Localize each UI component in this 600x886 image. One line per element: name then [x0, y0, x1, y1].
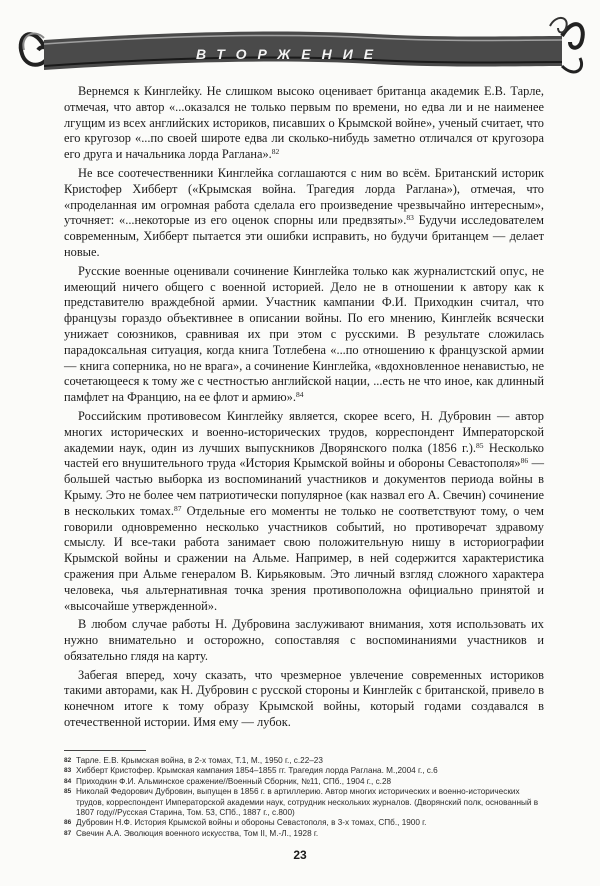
footnote-text: Свечин А.А. Эволюция военного искусства, Том II, М.-Л., 1928 г.: [76, 828, 319, 838]
footnote-text: Приходкин Ф.И. Альминское сражение//Военный Сборник, №11, СПб., 1904 г., с.28: [76, 776, 392, 786]
paragraph: [64, 409, 544, 614]
text-run: Забегая вперед, хочу сказать, что чрезмерное увлечение современных историков такими авторами, как Н. Дубровин с русской стороны и Кинглейк с британской, привело в конечном итоге к тому образу Крымской войны, который годами создавался в отечественной истории. Имя ему — лубок.: [64, 667, 544, 730]
paragraph: [64, 264, 544, 406]
footnote-marker: 83: [406, 213, 414, 223]
text-run: Русские военные оценивали сочинение Кинглейка только как журналистский опус, не имеющий ничего общего с военной историей. Дело не в отношении к автору как к представителю враждебной армии. Участник кампании Ф.И. Приходкин считал, что французы гораздо объективнее в описании войны. По его мнению, Кинглейк всячески унижает союзников, сравнивая их при этом с русскими. В результате сложилась парадоксальная ситуация, когда книга Тотлебена «...по отношению к французской армии — книга соперника, но не врага», а сочинение Кинглейка, «вдохновленное ненавистью, не сочетающееся к тому же с честностью английской нации, ...есть не что иное, как длинный памфлет на Францию, на ее флот и армию».: [64, 263, 544, 405]
footnote-text: Николай Федорович Дубровин, выпущен в 1856 г. в артиллерию. Автор многих исторических и военно-исторических трудов, корреспондент Императорской академии наук, сотрудник нескольких журналов. (Дворянский полк, основанный в 1807 году//Русская Старина, Том. 53, СПб., 1887 г., с.800): [76, 787, 539, 818]
footnote-text: Дубровин Н.Ф. История Крымской войны и обороны Севастополя, в 3-х томах, СПб., 1900 г.: [76, 818, 427, 828]
footnote-marker: 84: [295, 390, 304, 400]
body-text: [64, 84, 544, 734]
text-run: Несколько частей его внушительного труда «История Крымской войны и обороны Севастополя»: [64, 440, 544, 471]
banner-scroll-graphic: [14, 6, 588, 82]
footnote-number: 85: [64, 788, 72, 796]
footnote: [64, 777, 544, 787]
footnote-number: 83: [64, 767, 72, 775]
footnote-text: Тарле. Е.В. Крымская война, в 2-х томах, Т.1, М., 1950 г., с.22–23: [76, 756, 323, 765]
footnote-number: 84: [64, 777, 72, 785]
page-number: 23: [293, 848, 307, 862]
footnote-marker: 82: [271, 147, 280, 157]
text-run: Не все соотечественники Кинглейка соглашаются с ним во всём. Британский историк Кристофер Хибберт («Крымская война. Трагедия лорда Раглана»), отмечая, что «проделанная им огромная работа сделала его произведение чрезвычайно интересным», уточняет: «...некоторые из его оценок спорны или предвзяты».: [64, 165, 544, 228]
footnote: [64, 766, 544, 776]
chapter-banner: [14, 6, 588, 82]
paragraph: [64, 617, 544, 664]
footnote: [64, 787, 544, 818]
footnotes: [64, 756, 544, 839]
text-run: Российским противовесом Кинглейку является, скорее всего, Н. Дубровин — автор многих исторических и военно-исторических трудов, корреспондент Императорской академии наук, один из лучших выпускников Дворянского полка (1856 г.).: [64, 408, 544, 455]
footnote-number: 87: [64, 829, 72, 837]
text-run: Отдельные его моменты не только не соответствуют тому, о чем говорили одновременно несколько участников событий, но противоречат здравому смыслу. И все-таки работа занимает свою положительную нишу в историографии Крымской войны и сражении на Альме. Например, в ней содержится характеристика сражения при Альме генералом В. Кирьяковым. Это личный взгляд сложного характера человека, чья альтернативная точка зрения противоположна официально принятой и «высочайше утвержденной».: [64, 503, 544, 613]
footnote: [64, 756, 544, 766]
text-run: Будучи исследователем современным, Хибберт пытается эти ошибки исправить, но будучи британцем — делает новые.: [64, 213, 544, 259]
footnote-text: Хибберт Кристофер. Крымская кампания 1854–1855 гг. Трагедия лорда Раглана. М.,2004 г., с.6: [76, 766, 438, 776]
footnote: [64, 829, 544, 839]
footnote-marker: 87: [173, 503, 182, 513]
paragraph: [64, 668, 544, 731]
text-run: — большей частью выборка из воспоминаний участников и документов периода войны в Крыму. Это не более чем патриотически популярное (как назвал его А. Свечин) сочинение в нескольких томах.: [64, 456, 544, 518]
footnote-divider: [64, 750, 146, 751]
paragraph: [64, 166, 544, 261]
text-run: Вернемся к Кинглейку. Не слишком высоко оценивает британца академик Е.В. Тарле, отмечая, что автор «...оказался не только первым по времени, но едва ли и не наименее лгущим из всех английских историков, писавших о Крымской войне», ученый считает, что его кругозор «...по своей широте едва ли сколько-нибудь заметно отличался от кругозора его друга и начальника лорда Раглана».: [64, 84, 544, 162]
footnote: [64, 818, 544, 828]
chapter-title: ВТОРЖЕНИЕ: [196, 46, 385, 62]
footnote-number: 82: [64, 757, 72, 764]
footnote-number: 86: [64, 819, 72, 827]
paragraph: [64, 84, 544, 163]
footnote-marker: 85: [476, 440, 484, 450]
footnote-marker: 86: [520, 456, 529, 466]
text-run: В любом случае работы Н. Дубровина заслуживают внимания, хотя использовать их нужно внимательно и осторожно, сопоставляя с воспоминаниями участников и обязательно глядя на карту.: [64, 617, 544, 663]
